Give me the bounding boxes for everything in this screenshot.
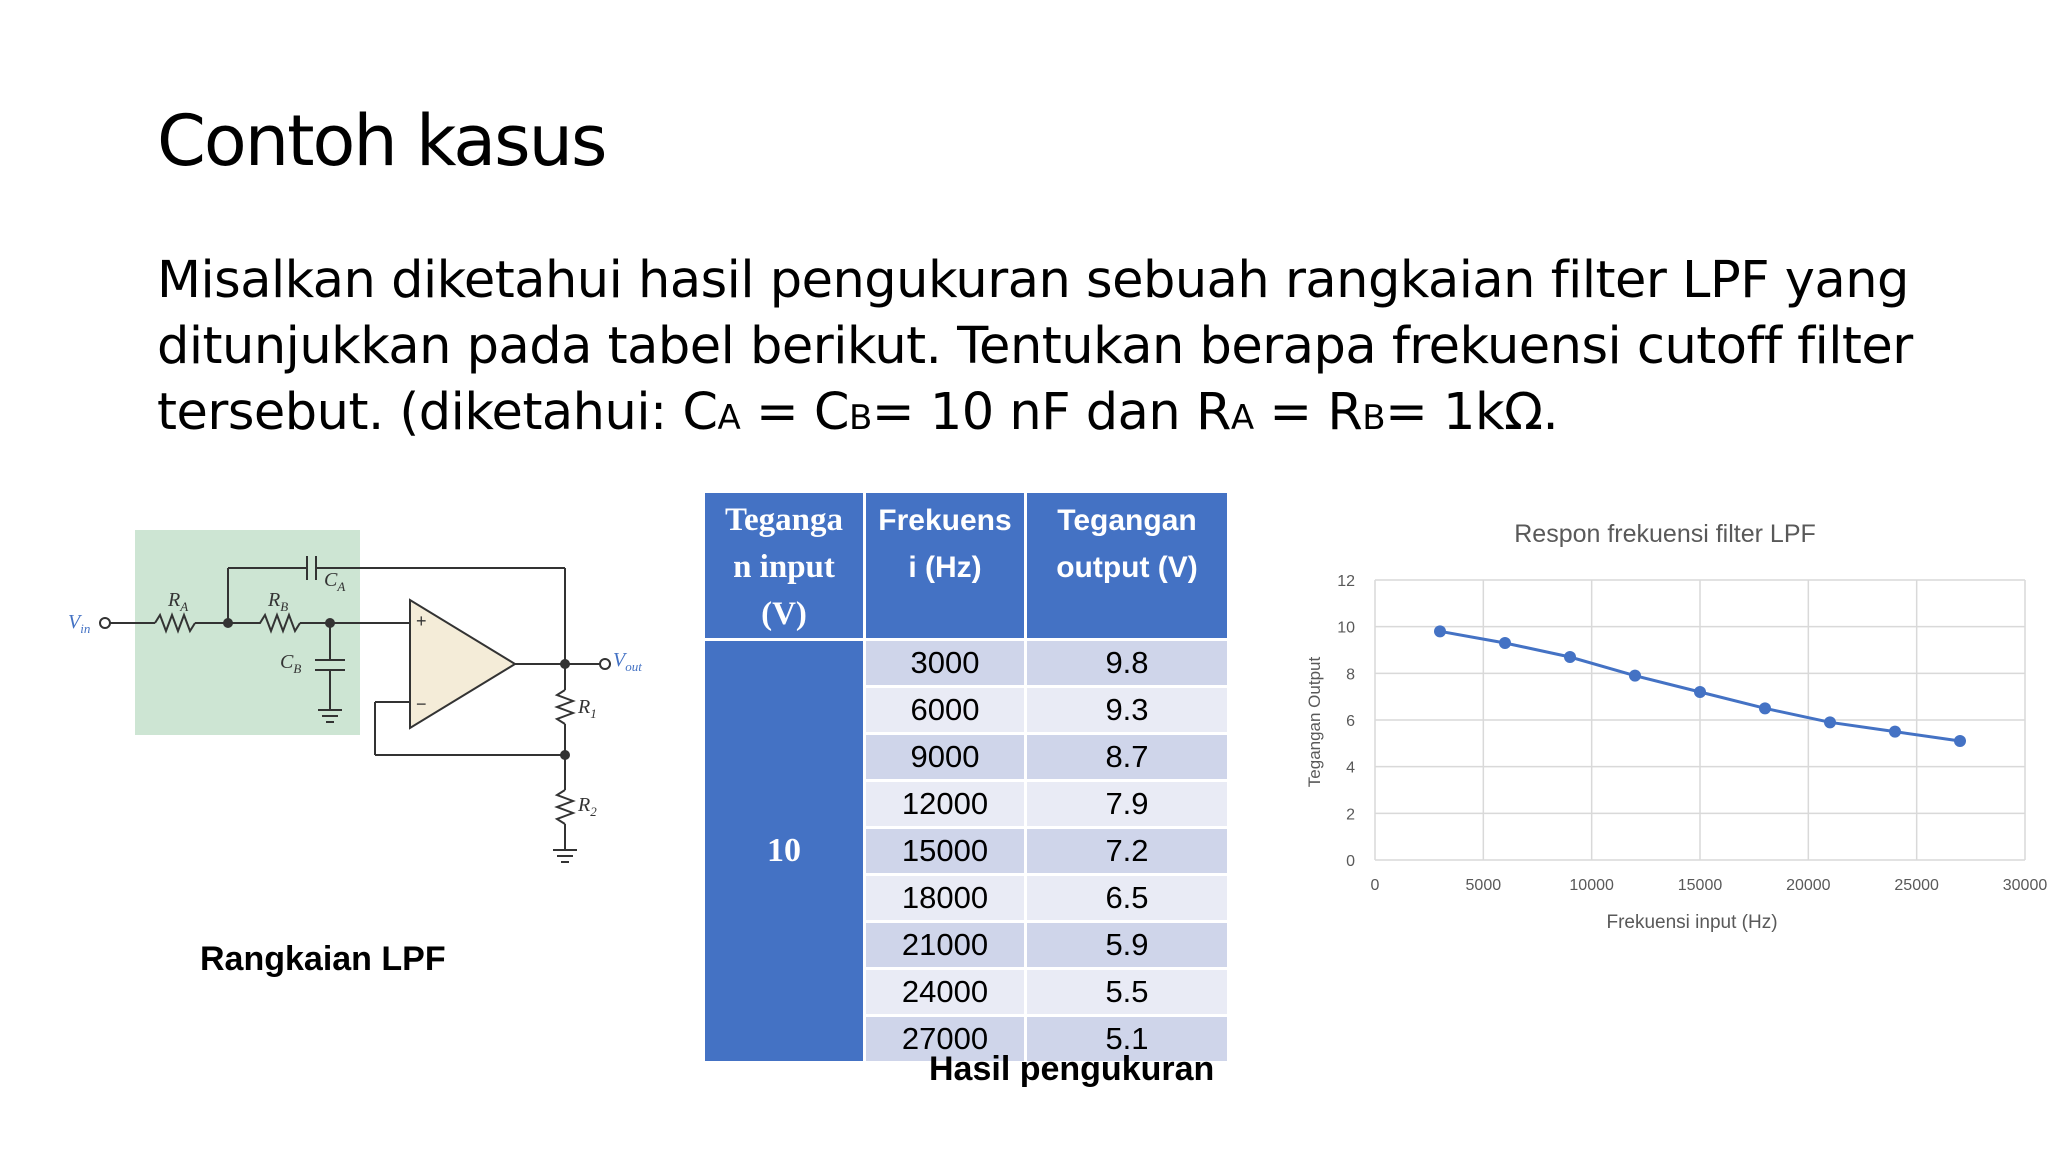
svg-text:R2: $R_2$ bbox=[578, 794, 597, 819]
frequency-cell: 18000 bbox=[865, 875, 1026, 922]
y-axis-label: Tegangan Output bbox=[1305, 656, 1324, 788]
frequency-cell: 6000 bbox=[865, 687, 1026, 734]
svg-text:R1: $R_1$ bbox=[578, 696, 597, 721]
y-tick-label: 4 bbox=[1346, 759, 1355, 777]
x-tick-label: 15000 bbox=[1677, 877, 1723, 894]
output-voltage-cell: 9.8 bbox=[1026, 640, 1229, 687]
svg-text:−: − bbox=[416, 694, 427, 714]
data-point bbox=[1564, 651, 1576, 663]
x-tick-label: 20000 bbox=[1786, 877, 1831, 894]
statement-part-1: Misalkan diketahui hasil pengukuran sebuah rangkaian filter LPF yang ditunjukkan pada tabel berikut. Tentukan berapa frekuensi cutoff filter tersebut. (diketahui: C bbox=[157, 251, 1913, 442]
voltage-input-value: 10 bbox=[704, 640, 865, 1063]
y-tick-label: 12 bbox=[1337, 573, 1355, 590]
chart-title: Respon frekuensi filter LPF bbox=[1514, 520, 1816, 548]
svg-text:Vout: $V_{out}$ bbox=[613, 649, 642, 674]
statement-part-5: = 1kΩ. bbox=[1385, 383, 1559, 442]
svg-text:CB: $C_B$ bbox=[280, 651, 302, 676]
frequency-cell: 21000 bbox=[865, 922, 1026, 969]
statement-part-3: = 10 nF dan R bbox=[871, 383, 1231, 442]
x-axis-label: Frekuensi input (Hz) bbox=[1606, 912, 1778, 933]
subscript-cb: B bbox=[849, 398, 872, 438]
x-tick-label: 25000 bbox=[1894, 877, 1939, 894]
frequency-response-chart bbox=[1290, 500, 2048, 940]
frequency-cell: 27000 bbox=[865, 1016, 1026, 1063]
y-tick-label: 6 bbox=[1346, 713, 1355, 730]
output-voltage-cell: 6.5 bbox=[1026, 875, 1229, 922]
table-row bbox=[704, 640, 1229, 687]
header-frequency-input: Frekuens i (Hz) bbox=[865, 492, 1026, 640]
x-tick-label: 30000 bbox=[2002, 877, 2048, 894]
data-point bbox=[1954, 735, 1966, 747]
frequency-cell: 3000 bbox=[865, 640, 1026, 687]
data-point bbox=[1759, 702, 1771, 714]
x-tick-label: 10000 bbox=[1569, 877, 1614, 894]
output-voltage-cell: 7.9 bbox=[1026, 781, 1229, 828]
measurement-table bbox=[702, 490, 1230, 1064]
resistor-r2 bbox=[557, 790, 573, 824]
statement-part-4: = R bbox=[1253, 383, 1363, 442]
header-voltage-input: Teganga n input (V) bbox=[704, 492, 865, 640]
output-voltage-cell: 5.9 bbox=[1026, 922, 1229, 969]
data-point bbox=[1629, 670, 1641, 682]
frequency-cell: 12000 bbox=[865, 781, 1026, 828]
svg-text:RA: $R_A$ bbox=[168, 589, 189, 614]
circuit-caption: Rangkaian LPF bbox=[200, 940, 446, 978]
svg-text:CA: $C_A$ bbox=[324, 569, 346, 594]
data-point bbox=[1889, 726, 1901, 738]
output-voltage-cell: 7.2 bbox=[1026, 828, 1229, 875]
svg-text:+: + bbox=[416, 611, 427, 631]
subscript-rb: B bbox=[1362, 398, 1386, 438]
data-point bbox=[1824, 716, 1836, 728]
x-tick-label: 5000 bbox=[1465, 877, 1502, 894]
svg-text:Vin: $V_{in}$ bbox=[68, 611, 91, 636]
slide-title: Contoh kasus bbox=[157, 100, 606, 182]
frequency-cell: 15000 bbox=[865, 828, 1026, 875]
frequency-cell: 24000 bbox=[865, 969, 1026, 1016]
table-caption: Hasil pengukuran bbox=[929, 1050, 1215, 1088]
y-tick-label: 8 bbox=[1346, 666, 1355, 684]
y-tick-label: 0 bbox=[1346, 853, 1355, 870]
output-voltage-cell: 5.5 bbox=[1026, 969, 1229, 1016]
output-voltage-cell: 8.7 bbox=[1026, 734, 1229, 781]
subscript-ca: A bbox=[717, 398, 741, 438]
data-point bbox=[1694, 686, 1706, 698]
filter-section-highlight bbox=[135, 530, 360, 735]
svg-text:RB: $R_B$ bbox=[268, 589, 289, 614]
x-tick-label: 0 bbox=[1370, 877, 1380, 894]
y-tick-label: 10 bbox=[1337, 619, 1355, 637]
frequency-cell: 9000 bbox=[865, 734, 1026, 781]
problem-statement bbox=[157, 248, 1997, 451]
data-point bbox=[1499, 637, 1511, 649]
data-point bbox=[1434, 625, 1446, 637]
output-voltage-cell: 9.3 bbox=[1026, 687, 1229, 734]
subscript-ra: A bbox=[1230, 398, 1254, 438]
resistor-r1 bbox=[557, 690, 573, 724]
header-voltage-output: Tegangan output (V) bbox=[1026, 492, 1229, 640]
statement-part-2: = C bbox=[740, 383, 850, 442]
lpf-circuit-diagram bbox=[60, 520, 700, 880]
output-voltage-cell: 5.1 bbox=[1026, 1016, 1229, 1063]
y-tick-label: 2 bbox=[1346, 806, 1355, 824]
